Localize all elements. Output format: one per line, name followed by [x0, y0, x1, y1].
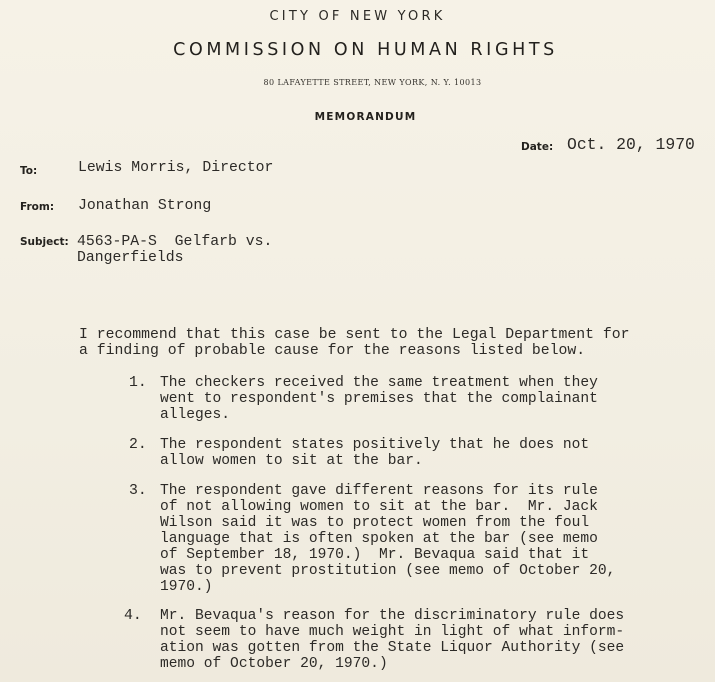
- list-item-line: went to respondent's premises that the complainant: [160, 391, 598, 407]
- date-value: Oct. 20, 1970: [567, 135, 695, 154]
- list-item-number: 1.: [129, 375, 147, 391]
- list-item-line: of September 18, 1970.) Mr. Bevaqua said that it: [160, 547, 590, 563]
- list-item-line: of not allowing women to sit at the bar. Mr. Jack: [160, 499, 598, 515]
- memo-title: MEMORANDUM: [314, 111, 417, 123]
- list-item-line: language that is often spoken at the bar (see memo: [160, 531, 598, 547]
- list-item-line: not seem to have much weight in light of what inform-: [160, 624, 625, 640]
- intro-line-2: a finding of probable cause for the reasons listed below.: [79, 343, 586, 359]
- list-item-line: was to prevent prostitution (see memo of October 20,: [160, 563, 616, 579]
- list-item-line: alleges.: [160, 407, 231, 423]
- subject-line-2: Dangerfields: [77, 250, 184, 266]
- list-item-line: 1970.): [160, 579, 213, 595]
- to-label: To:: [20, 165, 38, 177]
- list-item-line: allow women to sit at the bar.: [160, 453, 423, 469]
- list-item-line: Mr. Bevaqua's reason for the discriminatory rule does: [160, 608, 625, 624]
- date-label: Date:: [521, 141, 554, 153]
- list-item-line: Wilson said it was to protect women from the foul: [160, 515, 590, 531]
- subject-line-1: 4563-PA-S Gelfarb vs.: [77, 234, 273, 250]
- list-item-line: memo of October 20, 1970.): [160, 656, 388, 672]
- letterhead-city: CITY OF NEW YORK: [269, 9, 446, 24]
- from-value: Jonathan Strong: [78, 198, 212, 214]
- letterhead-organization: COMMISSION ON HUMAN RIGHTS: [173, 40, 558, 60]
- list-item-line: The respondent gave different reasons for its rule: [160, 483, 598, 499]
- intro-line-1: I recommend that this case be sent to the Legal Department for: [79, 327, 630, 343]
- list-item-line: The respondent states positively that he does not: [160, 437, 590, 453]
- list-item-line: The checkers received the same treatment when they: [160, 375, 598, 391]
- list-item-line: ation was gotten from the State Liquor Authority (see: [160, 640, 625, 656]
- to-value: Lewis Morris, Director: [78, 160, 274, 176]
- list-item-number: 3.: [129, 483, 147, 499]
- list-item-number: 2.: [129, 437, 147, 453]
- letterhead-address: 80 LAFAYETTE STREET, NEW YORK, N. Y. 10013: [263, 78, 482, 87]
- subject-label: Subject:: [20, 236, 69, 248]
- list-item-number: 4.: [124, 608, 142, 624]
- from-label: From:: [20, 201, 55, 213]
